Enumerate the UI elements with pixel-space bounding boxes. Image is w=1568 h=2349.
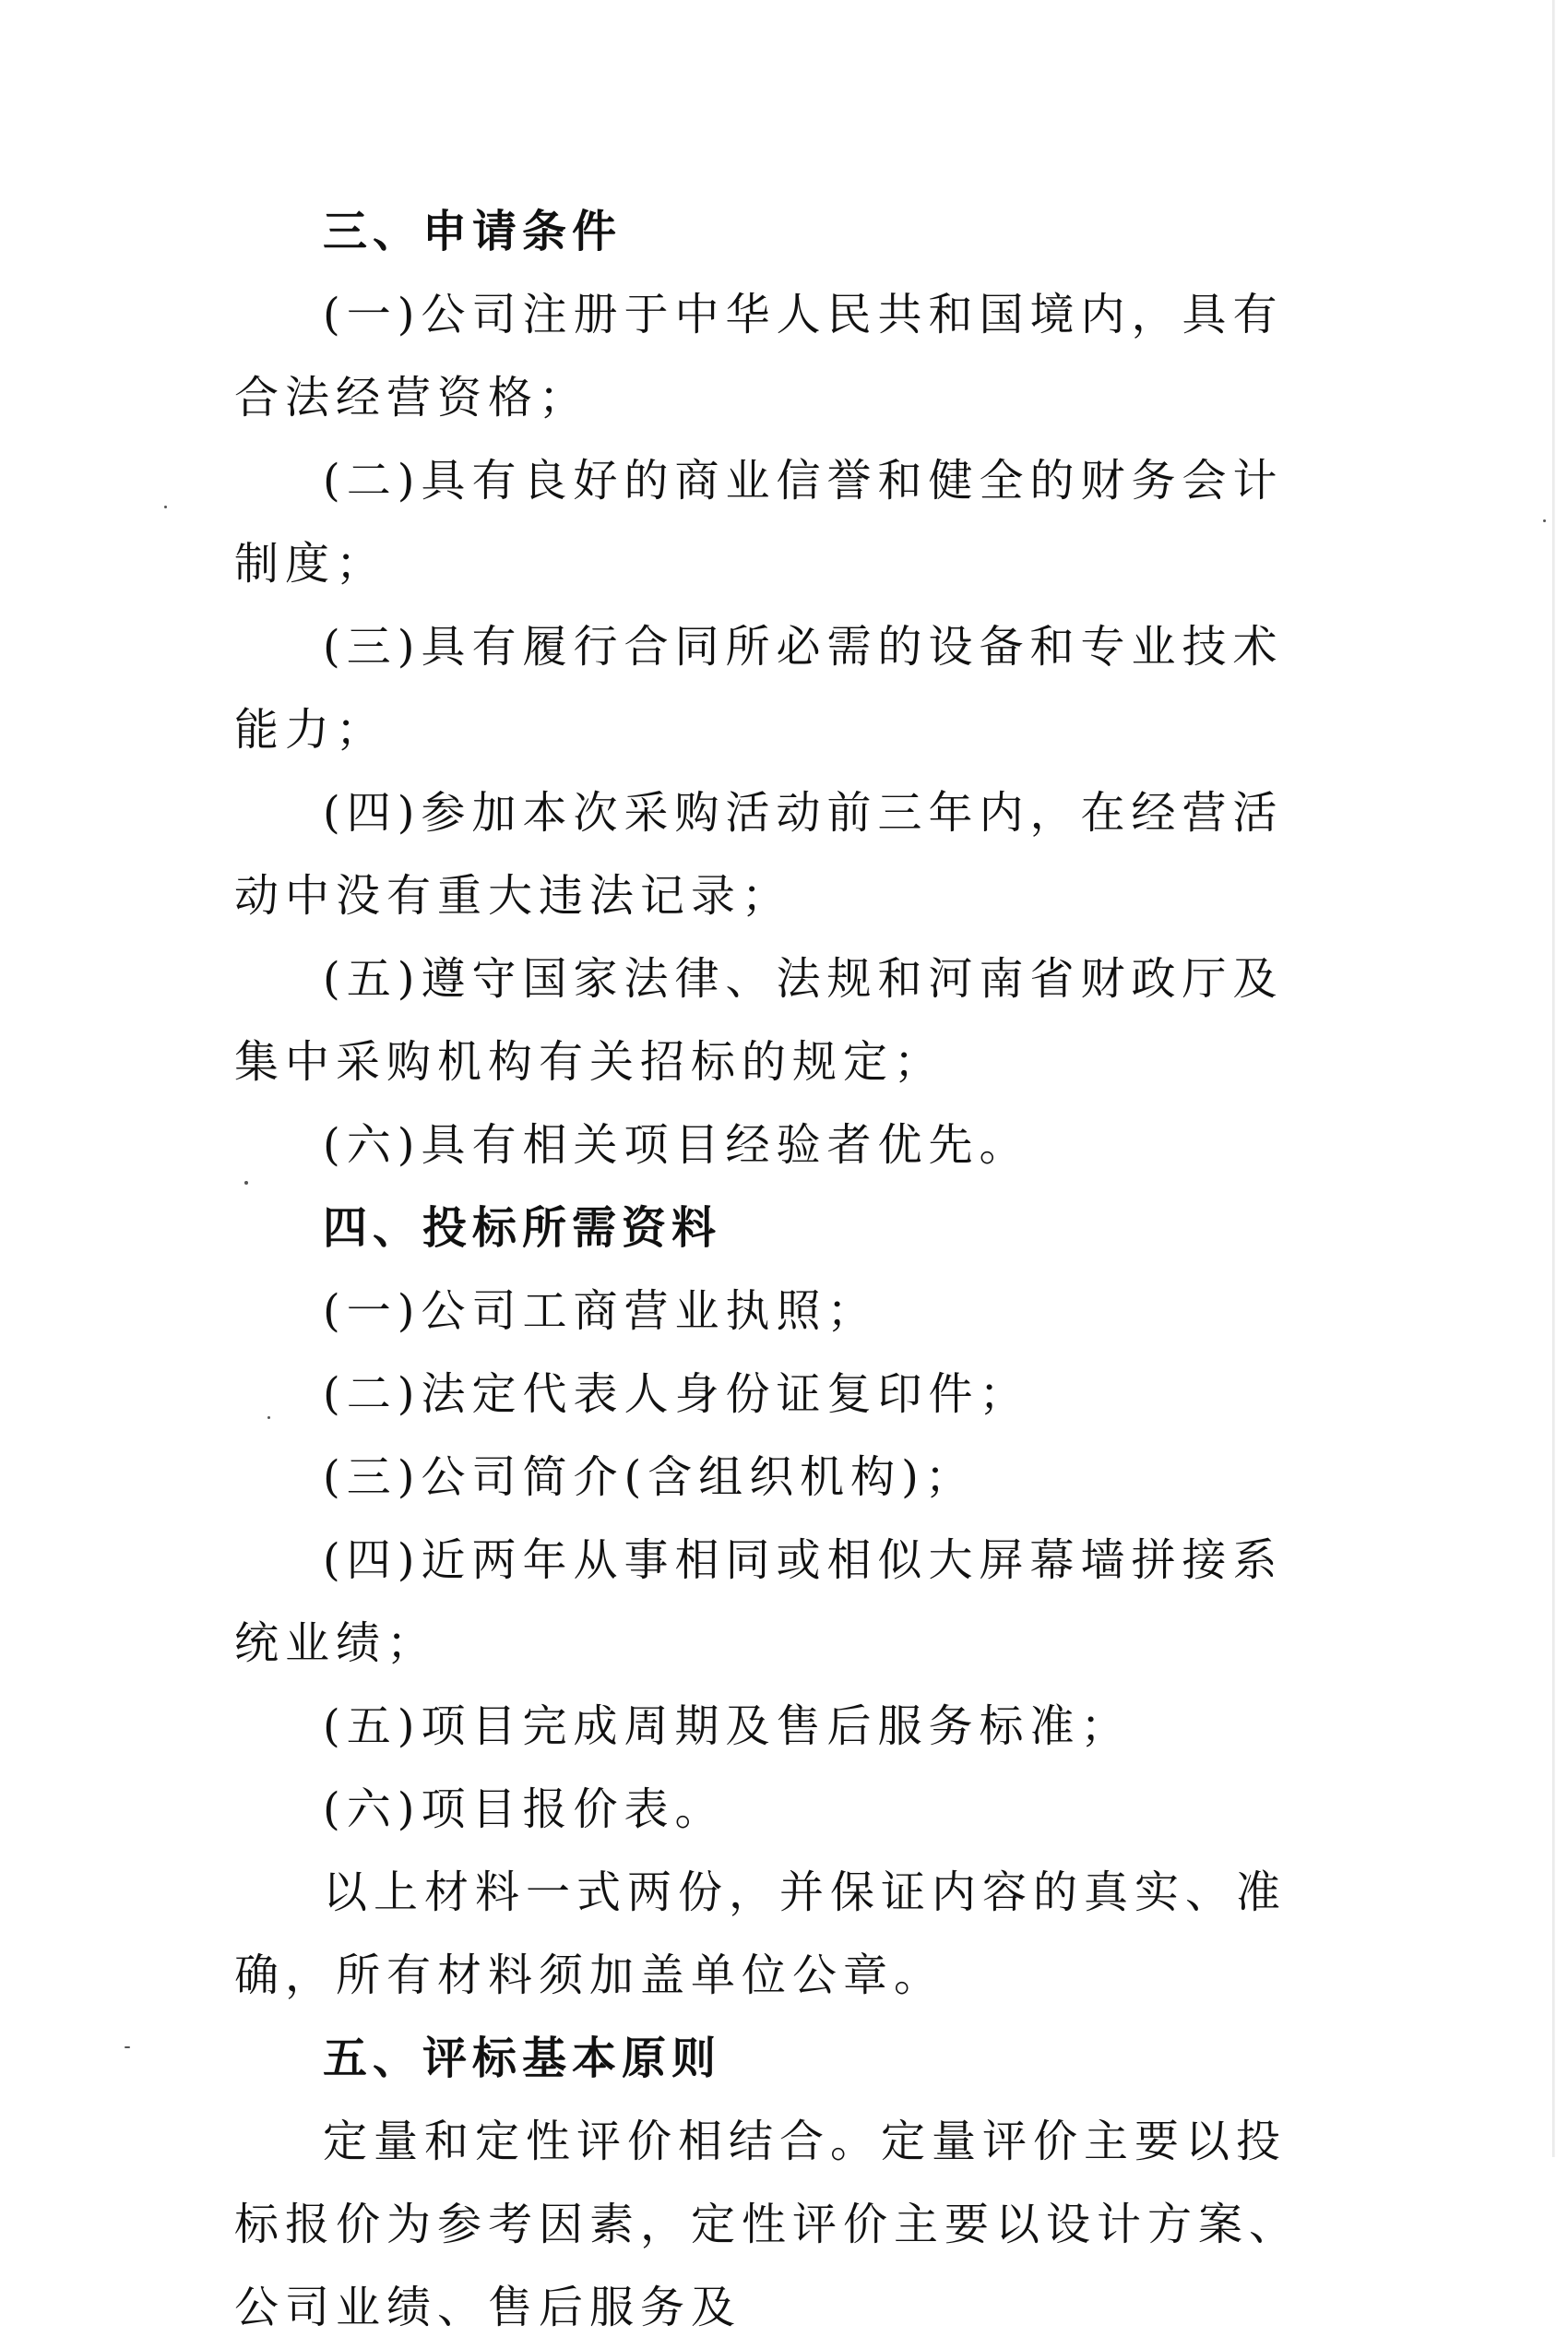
document-body (234, 190, 1308, 2349)
material-item-5: (五)项目完成周期及售后服务标准； (323, 1700, 1132, 1752)
section-heading-evaluation-principles: 五、评标基本原则 (323, 2033, 722, 2084)
material-item-4: (四)近两年从事相同或相似大屏幕墙拼接系统业绩； (234, 1534, 1284, 1669)
material-item-6: (六)项目报价表。 (323, 1783, 726, 1835)
condition-item-6: (六)具有相关项目经验者优先。 (323, 1119, 1030, 1171)
evaluation-principle-text: 定量和定性评价相结合。定量评价主要以投标报价为参考因素，定性评价主要以设计方案、公司业绩、售后服务及 (234, 2116, 1301, 2333)
condition-item-2: (二)具有良好的商业信誉和健全的财务会计制度； (234, 455, 1284, 590)
scan-speck (125, 2046, 130, 2048)
material-item-1: (一)公司工商营业执照； (323, 1285, 878, 1337)
scan-speck (244, 1181, 248, 1185)
section-heading-application-conditions: 三、申请条件 (323, 206, 623, 257)
material-item-3: (三)公司简介(含组织机构)； (323, 1451, 976, 1503)
material-item-2: (二)法定代表人身份证复印件； (323, 1368, 1030, 1420)
condition-item-5: (五)遵守国家法律、法规和河南省财政厅及集中采购机构有关招标的规定； (234, 953, 1284, 1088)
condition-item-3: (三)具有履行合同所必需的设备和专业技术能力； (234, 621, 1284, 756)
condition-item-4: (四)参加本次采购活动前三年内，在经营活动中没有重大违法记录； (234, 787, 1284, 922)
materials-note: 以上材料一式两份，并保证内容的真实、准确，所有材料须加盖单位公章。 (234, 1866, 1288, 2001)
scan-speck (164, 506, 167, 508)
scan-speck (267, 1416, 270, 1419)
scan-page-edge (1552, 0, 1555, 2157)
condition-item-1: (一)公司注册于中华人民共和国境内，具有合法经营资格； (234, 289, 1284, 423)
section-heading-bid-materials: 四、投标所需资料 (323, 1202, 722, 1254)
scan-speck (1543, 519, 1546, 522)
